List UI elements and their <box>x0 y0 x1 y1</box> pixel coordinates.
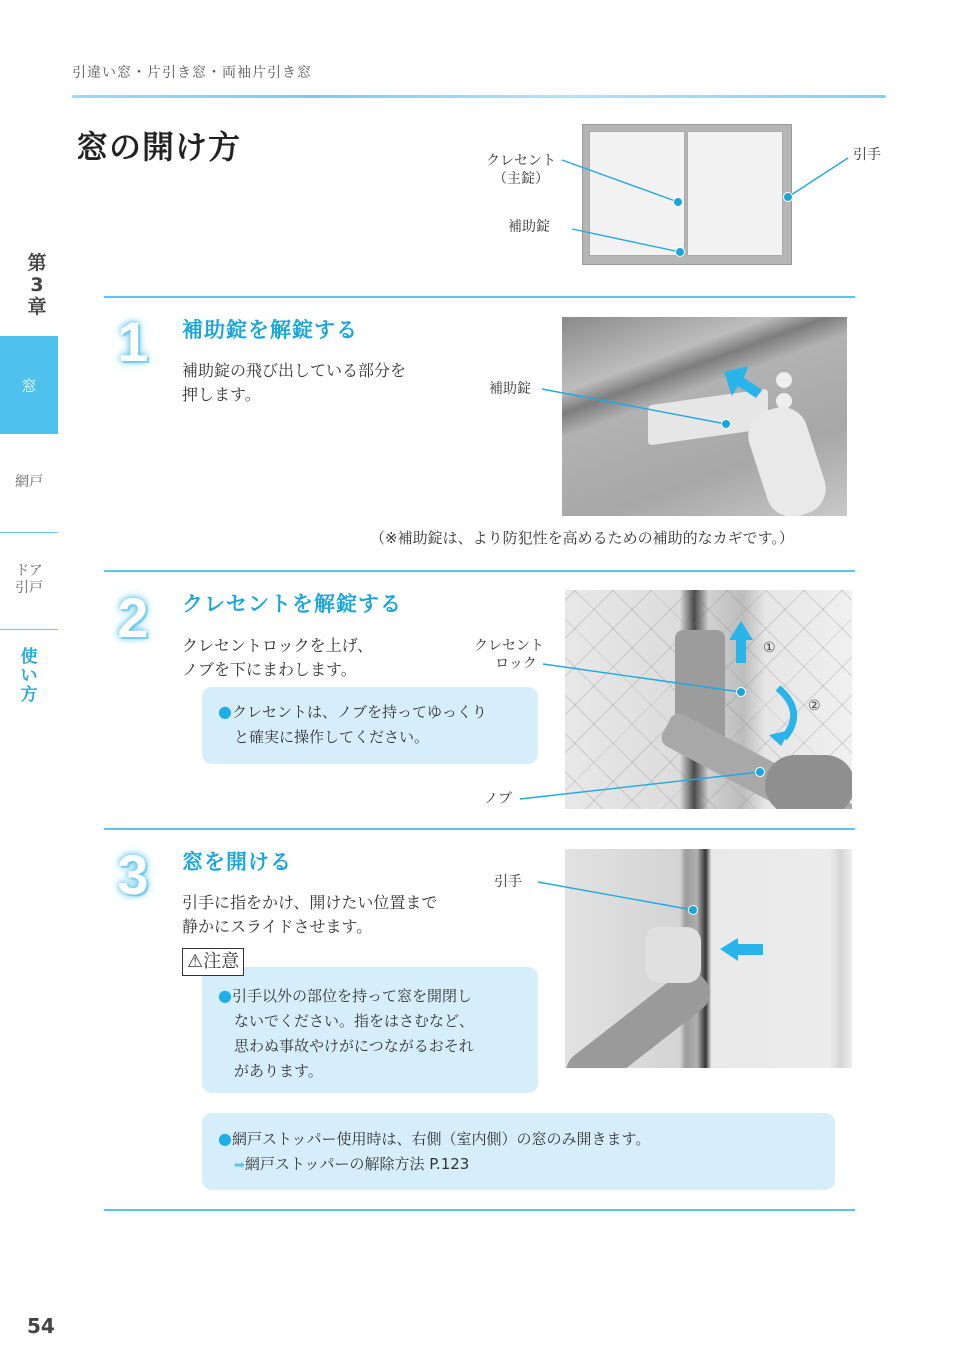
chapter-char: 第 <box>27 252 47 274</box>
sidebar-item-label: 窓 <box>21 376 37 395</box>
sidebar-item-screen[interactable] <box>0 474 58 491</box>
aux-lock-photo-label: 補助錠 <box>489 381 531 397</box>
knob-label: ノブ <box>484 791 512 807</box>
sidebar-item-label: 方 <box>20 685 38 705</box>
chapter-char: 章 <box>27 296 47 318</box>
label-line: クレセント <box>486 153 556 169</box>
sidebar-divider <box>0 629 58 630</box>
screen-stopper-link[interactable] <box>218 1152 821 1178</box>
page-title: 窓の開け方 <box>76 128 242 166</box>
caution-note <box>202 967 538 1093</box>
note-line: 網戸ストッパー使用時は、右側（室内側）の窓のみ開きます。 <box>231 1130 651 1148</box>
step-divider <box>104 570 855 572</box>
sidebar-item-label: 網戸 <box>15 474 43 490</box>
step-marker-2: ② <box>808 698 821 714</box>
body-line: 静かにスライドさせます。 <box>182 917 373 936</box>
sidebar-item-label: 使 <box>20 647 38 667</box>
page-number: 54 <box>27 1314 55 1338</box>
aux-lock-label: 補助錠 <box>508 219 550 235</box>
note-line: ないでください。指をはさむなど、 <box>234 1012 475 1030</box>
bullet-icon: ● <box>218 986 232 1005</box>
chapter-label <box>22 252 52 318</box>
label-line: クレセント <box>474 638 544 654</box>
chapter-number: 3 <box>30 274 44 296</box>
handle-photo <box>565 849 852 1068</box>
arrow-right-icon: ➡ <box>234 1158 245 1173</box>
label-line: （主錠） <box>493 171 549 187</box>
label-line: ロック <box>495 656 537 672</box>
note-line: 思わぬ事故やけがにつながるおそれ <box>234 1037 474 1055</box>
step-body <box>182 359 406 407</box>
sidebar-divider <box>0 532 58 533</box>
bullet-icon: ● <box>218 1129 232 1148</box>
step-divider <box>104 828 855 830</box>
sidebar-item-label: ドア <box>15 563 43 579</box>
body-line: 引手に指をかけ、開けたい位置まで <box>182 893 438 912</box>
aux-lock-photo <box>562 317 847 516</box>
step-body <box>182 634 373 682</box>
note-line: があります。 <box>234 1062 323 1080</box>
window-diagram <box>582 124 792 265</box>
step-body <box>182 891 437 939</box>
note-line: と確実に操作してください。 <box>234 728 430 746</box>
sidebar-item-usage[interactable] <box>0 648 58 705</box>
crescent-label <box>478 152 564 188</box>
bullet-icon: ● <box>218 702 232 721</box>
link-text[interactable]: 網戸ストッパーの解除方法 P.123 <box>244 1155 470 1173</box>
body-line: クレセントロックを上げ、 <box>182 636 374 655</box>
step-number-2: 2 <box>117 586 149 649</box>
sidebar-item-window[interactable] <box>0 336 58 434</box>
sidebar-item-door[interactable] <box>0 563 58 597</box>
sidebar-item-label: 引戸 <box>15 580 43 596</box>
handle-photo-label: 引手 <box>494 874 522 890</box>
step-divider <box>104 1209 855 1211</box>
note-line: 引手以外の部位を持って窓を開閉し <box>231 987 472 1005</box>
step-title: クレセントを解錠する <box>182 592 402 616</box>
step-number-3: 3 <box>117 843 149 906</box>
crescent-lock-label <box>468 637 550 673</box>
handle-label: 引手 <box>853 147 881 163</box>
header-divider <box>72 95 886 98</box>
aux-lock-footnote: （※補助錠は、より防犯性を高めるための補助的なカギです。） <box>370 529 794 547</box>
section-path: 引違い窓・片引き窓・両袖片引き窓 <box>72 65 312 81</box>
left-sash <box>589 131 685 256</box>
step-title: 補助錠を解錠する <box>182 318 358 342</box>
step-marker-1: ① <box>763 640 776 656</box>
sidebar-item-label: い <box>20 666 38 686</box>
body-line: 押します。 <box>182 385 261 404</box>
step-number-1: 1 <box>117 310 149 373</box>
screen-stopper-note <box>202 1113 835 1190</box>
step-divider <box>104 296 855 298</box>
crescent-note <box>202 687 538 764</box>
note-line: クレセントは、ノブを持ってゆっくり <box>231 703 487 721</box>
caution-label: ⚠注意 <box>182 948 244 976</box>
body-line: ノブを下にまわします。 <box>182 660 357 679</box>
crescent-photo <box>565 590 852 809</box>
body-line: 補助錠の飛び出している部分を <box>182 361 407 380</box>
step-title: 窓を開ける <box>182 850 292 874</box>
right-sash <box>687 131 783 256</box>
